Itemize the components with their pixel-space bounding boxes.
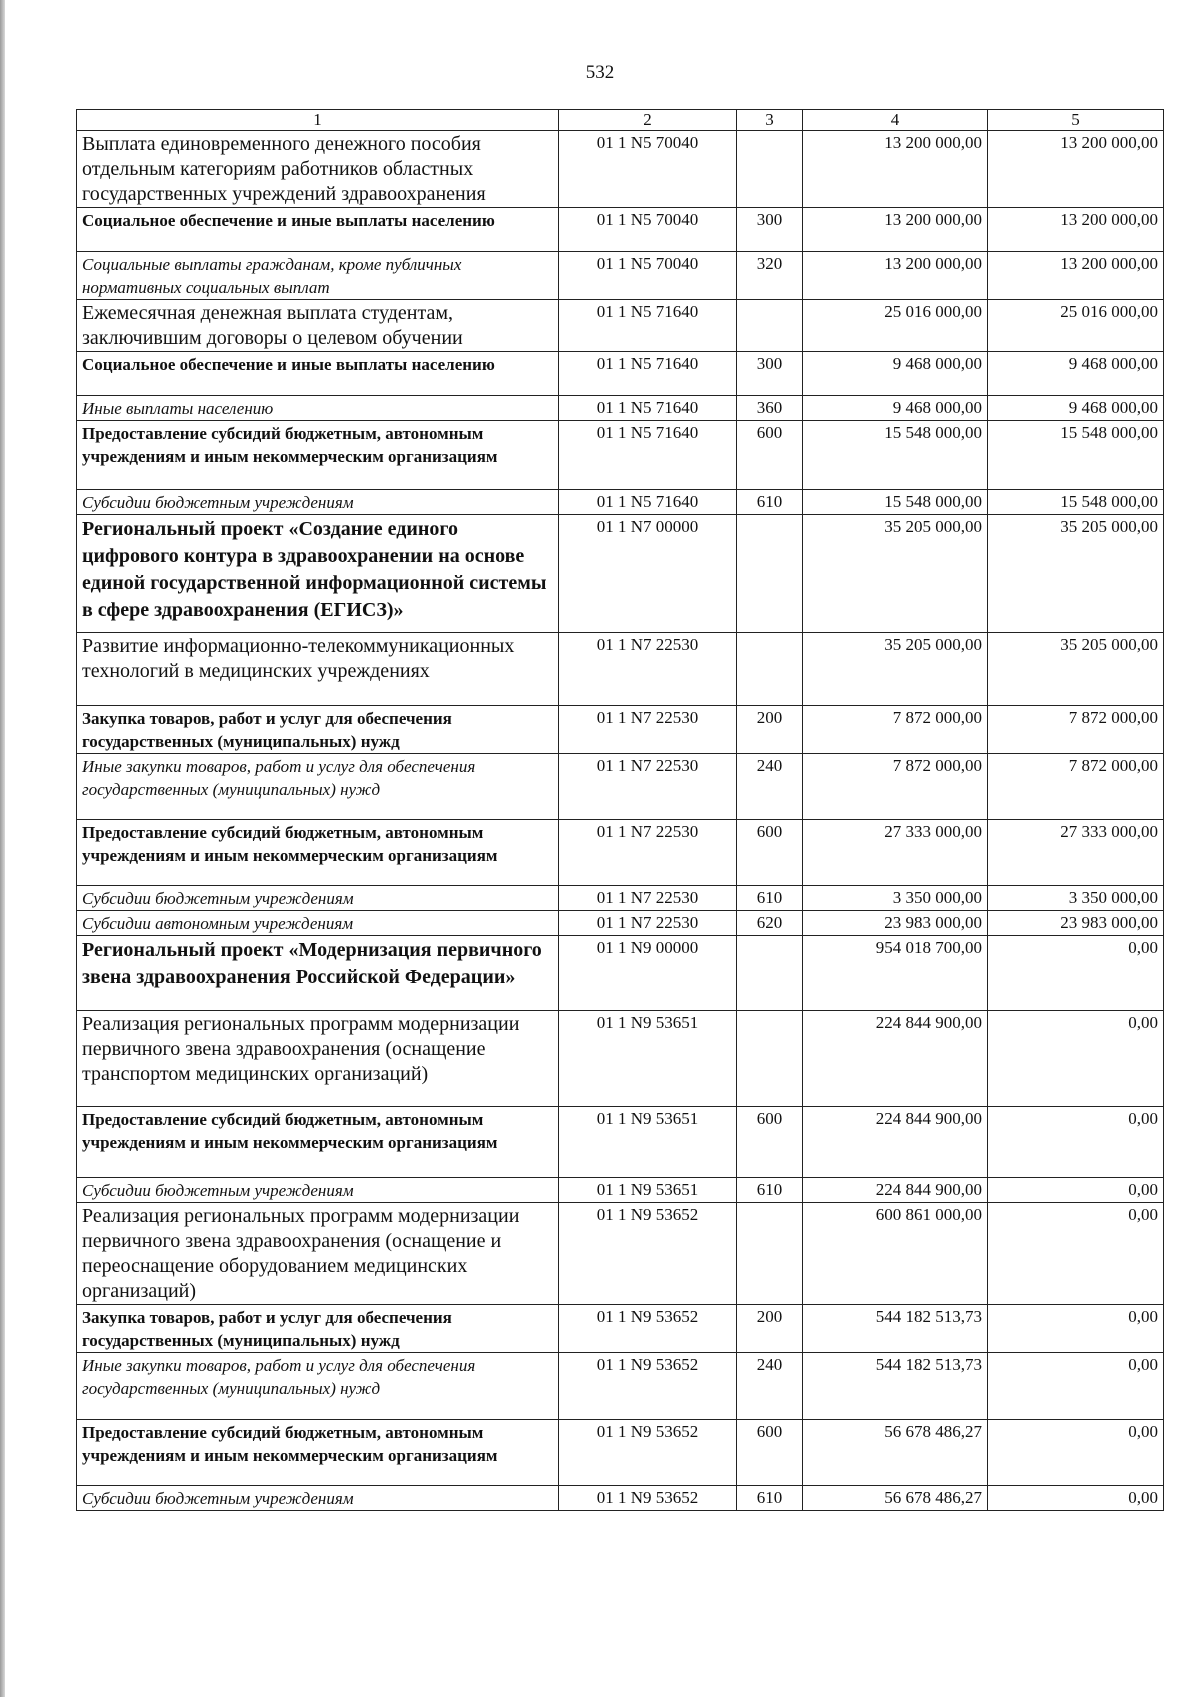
- table-row: [77, 396, 1164, 421]
- scan-edge: [0, 0, 5, 1697]
- row-type-cell: 610: [737, 1486, 803, 1511]
- row-type-cell: [737, 1203, 803, 1305]
- table-row: [77, 706, 1164, 754]
- row-sum-1-cell: 13 200 000,00: [803, 252, 988, 300]
- row-name-cell: Иные выплаты населению: [77, 396, 559, 421]
- row-type-cell: [737, 131, 803, 208]
- row-name-cell: Ежемесячная денежная выплата студентам, заключившим договоры о целевом обучении: [77, 300, 559, 352]
- table-row: [77, 490, 1164, 515]
- row-name-cell: Региональный проект «Модернизация первичного звена здравоохранения Российской Федерации»: [77, 936, 559, 1011]
- row-name-cell: Реализация региональных программ модернизации первичного звена здравоохранения (оснащение транспортом медицинских организаций): [77, 1011, 559, 1107]
- row-sum-2-cell: 27 333 000,00: [988, 820, 1164, 886]
- row-type-cell: 600: [737, 1420, 803, 1486]
- row-sum-2-cell: 15 548 000,00: [988, 490, 1164, 515]
- row-name-cell: Иные закупки товаров, работ и услуг для обеспечения государственных (муниципальных) нужд: [77, 754, 559, 820]
- row-sum-1-cell: 9 468 000,00: [803, 352, 988, 396]
- row-name-cell: Субсидии бюджетным учреждениям: [77, 1178, 559, 1203]
- row-sum-2-cell: 9 468 000,00: [988, 396, 1164, 421]
- row-name-cell: Социальные выплаты гражданам, кроме публичных нормативных социальных выплат: [77, 252, 559, 300]
- row-code-cell: 01 1 N9 53651: [559, 1178, 737, 1203]
- row-name-cell: Выплата единовременного денежного пособия отдельным категориям работников областных государственных учреждений здравоохранения: [77, 131, 559, 208]
- row-sum-2-cell: 35 205 000,00: [988, 633, 1164, 706]
- row-type-cell: 600: [737, 1107, 803, 1178]
- budget-table: [76, 109, 1164, 1511]
- row-sum-2-cell: 7 872 000,00: [988, 706, 1164, 754]
- row-sum-1-cell: 25 016 000,00: [803, 300, 988, 352]
- row-sum-2-cell: 0,00: [988, 1353, 1164, 1420]
- row-sum-1-cell: 954 018 700,00: [803, 936, 988, 1011]
- row-type-cell: [737, 300, 803, 352]
- table-row: [77, 252, 1164, 300]
- row-name-cell: Предоставление субсидий бюджетным, автономным учреждениям и иным некоммерческим организациям: [77, 1420, 559, 1486]
- row-sum-2-cell: 15 548 000,00: [988, 421, 1164, 490]
- table-row: [77, 1011, 1164, 1107]
- row-sum-1-cell: 35 205 000,00: [803, 515, 988, 633]
- row-name-cell: Предоставление субсидий бюджетным, автономным учреждениям и иным некоммерческим организациям: [77, 820, 559, 886]
- row-code-cell: 01 1 N9 53652: [559, 1203, 737, 1305]
- row-type-cell: [737, 936, 803, 1011]
- row-name-cell: Субсидии бюджетным учреждениям: [77, 490, 559, 515]
- header-col-1: 1: [77, 110, 559, 131]
- row-code-cell: 01 1 N9 53652: [559, 1353, 737, 1420]
- row-type-cell: 610: [737, 490, 803, 515]
- table-row: [77, 1486, 1164, 1511]
- row-name-cell: Закупка товаров, работ и услуг для обеспечения государственных (муниципальных) нужд: [77, 1305, 559, 1353]
- row-type-cell: 600: [737, 421, 803, 490]
- header-col-2: 2: [559, 110, 737, 131]
- row-type-cell: 200: [737, 706, 803, 754]
- row-sum-1-cell: 7 872 000,00: [803, 754, 988, 820]
- row-sum-1-cell: 544 182 513,73: [803, 1305, 988, 1353]
- row-sum-2-cell: 0,00: [988, 1203, 1164, 1305]
- row-type-cell: 620: [737, 911, 803, 936]
- row-type-cell: 360: [737, 396, 803, 421]
- row-code-cell: 01 1 N7 22530: [559, 754, 737, 820]
- row-name-cell: Субсидии автономным учреждениям: [77, 911, 559, 936]
- row-type-cell: 300: [737, 208, 803, 252]
- row-sum-2-cell: 0,00: [988, 1011, 1164, 1107]
- table-row: [77, 131, 1164, 208]
- table-row: [77, 208, 1164, 252]
- row-code-cell: 01 1 N7 00000: [559, 515, 737, 633]
- row-type-cell: 610: [737, 1178, 803, 1203]
- row-code-cell: 01 1 N5 70040: [559, 131, 737, 208]
- row-code-cell: 01 1 N7 22530: [559, 820, 737, 886]
- row-code-cell: 01 1 N9 53652: [559, 1305, 737, 1353]
- row-sum-1-cell: 600 861 000,00: [803, 1203, 988, 1305]
- row-type-cell: [737, 1011, 803, 1107]
- row-name-cell: Иные закупки товаров, работ и услуг для обеспечения государственных (муниципальных) нужд: [77, 1353, 559, 1420]
- row-sum-1-cell: 9 468 000,00: [803, 396, 988, 421]
- row-name-cell: Развитие информационно-телекоммуникационных технологий в медицинских учреждениях: [77, 633, 559, 706]
- row-sum-1-cell: 56 678 486,27: [803, 1420, 988, 1486]
- row-name-cell: Социальное обеспечение и иные выплаты населению: [77, 208, 559, 252]
- row-sum-1-cell: 23 983 000,00: [803, 911, 988, 936]
- table-row: [77, 1353, 1164, 1420]
- row-name-cell: Региональный проект «Создание единого цифрового контура в здравоохранении на основе единой государственной информационной системы в сфере здравоохранения (ЕГИСЗ)»: [77, 515, 559, 633]
- row-sum-2-cell: 3 350 000,00: [988, 886, 1164, 911]
- row-type-cell: 600: [737, 820, 803, 886]
- page-number: 532: [585, 62, 615, 83]
- row-sum-1-cell: 7 872 000,00: [803, 706, 988, 754]
- row-code-cell: 01 1 N7 22530: [559, 911, 737, 936]
- row-sum-1-cell: 15 548 000,00: [803, 490, 988, 515]
- row-sum-2-cell: 0,00: [988, 1107, 1164, 1178]
- row-code-cell: 01 1 N5 71640: [559, 300, 737, 352]
- row-sum-2-cell: 25 016 000,00: [988, 300, 1164, 352]
- row-name-cell: Закупка товаров, работ и услуг для обеспечения государственных (муниципальных) нужд: [77, 706, 559, 754]
- row-sum-2-cell: 9 468 000,00: [988, 352, 1164, 396]
- row-sum-2-cell: 7 872 000,00: [988, 754, 1164, 820]
- header-col-5: 5: [988, 110, 1164, 131]
- table-row: [77, 886, 1164, 911]
- row-sum-1-cell: 13 200 000,00: [803, 208, 988, 252]
- table-row: [77, 633, 1164, 706]
- row-sum-2-cell: 0,00: [988, 1178, 1164, 1203]
- row-sum-1-cell: 27 333 000,00: [803, 820, 988, 886]
- row-sum-1-cell: 13 200 000,00: [803, 131, 988, 208]
- table-row: [77, 754, 1164, 820]
- header-col-4: 4: [803, 110, 988, 131]
- row-code-cell: 01 1 N5 70040: [559, 252, 737, 300]
- table-row: [77, 1203, 1164, 1305]
- row-code-cell: 01 1 N7 22530: [559, 886, 737, 911]
- row-type-cell: [737, 515, 803, 633]
- row-code-cell: 01 1 N5 71640: [559, 396, 737, 421]
- row-sum-1-cell: 3 350 000,00: [803, 886, 988, 911]
- header-col-3: 3: [737, 110, 803, 131]
- table-row: [77, 352, 1164, 396]
- row-code-cell: 01 1 N9 53651: [559, 1011, 737, 1107]
- table-row: [77, 515, 1164, 633]
- table-row: [77, 936, 1164, 1011]
- row-type-cell: 320: [737, 252, 803, 300]
- row-type-cell: 200: [737, 1305, 803, 1353]
- row-name-cell: Предоставление субсидий бюджетным, автономным учреждениям и иным некоммерческим организациям: [77, 1107, 559, 1178]
- table-row: [77, 1305, 1164, 1353]
- row-sum-1-cell: 15 548 000,00: [803, 421, 988, 490]
- row-sum-1-cell: 224 844 900,00: [803, 1107, 988, 1178]
- row-sum-2-cell: 0,00: [988, 1420, 1164, 1486]
- row-name-cell: Реализация региональных программ модернизации первичного звена здравоохранения (оснащение и переоснащение оборудованием медицинских организаций): [77, 1203, 559, 1305]
- table-row: [77, 421, 1164, 490]
- row-sum-1-cell: 224 844 900,00: [803, 1178, 988, 1203]
- row-code-cell: 01 1 N5 71640: [559, 421, 737, 490]
- row-name-cell: Субсидии бюджетным учреждениям: [77, 1486, 559, 1511]
- header-row: [77, 110, 1164, 131]
- row-code-cell: 01 1 N5 70040: [559, 208, 737, 252]
- row-code-cell: 01 1 N5 71640: [559, 490, 737, 515]
- row-code-cell: 01 1 N9 53652: [559, 1486, 737, 1511]
- row-sum-1-cell: 35 205 000,00: [803, 633, 988, 706]
- table-row: [77, 1420, 1164, 1486]
- row-name-cell: Предоставление субсидий бюджетным, автономным учреждениям и иным некоммерческим организациям: [77, 421, 559, 490]
- row-type-cell: 610: [737, 886, 803, 911]
- table-row: [77, 1107, 1164, 1178]
- row-code-cell: 01 1 N9 53652: [559, 1420, 737, 1486]
- table-row: [77, 911, 1164, 936]
- row-code-cell: 01 1 N9 53651: [559, 1107, 737, 1178]
- row-sum-2-cell: 0,00: [988, 936, 1164, 1011]
- row-sum-2-cell: 0,00: [988, 1305, 1164, 1353]
- row-code-cell: 01 1 N5 71640: [559, 352, 737, 396]
- row-type-cell: 300: [737, 352, 803, 396]
- row-type-cell: 240: [737, 754, 803, 820]
- row-sum-1-cell: 56 678 486,27: [803, 1486, 988, 1511]
- row-sum-2-cell: 23 983 000,00: [988, 911, 1164, 936]
- row-name-cell: Субсидии бюджетным учреждениям: [77, 886, 559, 911]
- row-code-cell: 01 1 N9 00000: [559, 936, 737, 1011]
- table-row: [77, 820, 1164, 886]
- table-row: [77, 300, 1164, 352]
- budget-table-body: [77, 110, 1164, 1511]
- row-sum-2-cell: 0,00: [988, 1486, 1164, 1511]
- table-row: [77, 1178, 1164, 1203]
- row-code-cell: 01 1 N7 22530: [559, 706, 737, 754]
- row-code-cell: 01 1 N7 22530: [559, 633, 737, 706]
- row-sum-1-cell: 224 844 900,00: [803, 1011, 988, 1107]
- row-sum-2-cell: 35 205 000,00: [988, 515, 1164, 633]
- row-type-cell: 240: [737, 1353, 803, 1420]
- row-sum-2-cell: 13 200 000,00: [988, 131, 1164, 208]
- row-sum-2-cell: 13 200 000,00: [988, 208, 1164, 252]
- row-name-cell: Социальное обеспечение и иные выплаты населению: [77, 352, 559, 396]
- row-type-cell: [737, 633, 803, 706]
- row-sum-1-cell: 544 182 513,73: [803, 1353, 988, 1420]
- row-sum-2-cell: 13 200 000,00: [988, 252, 1164, 300]
